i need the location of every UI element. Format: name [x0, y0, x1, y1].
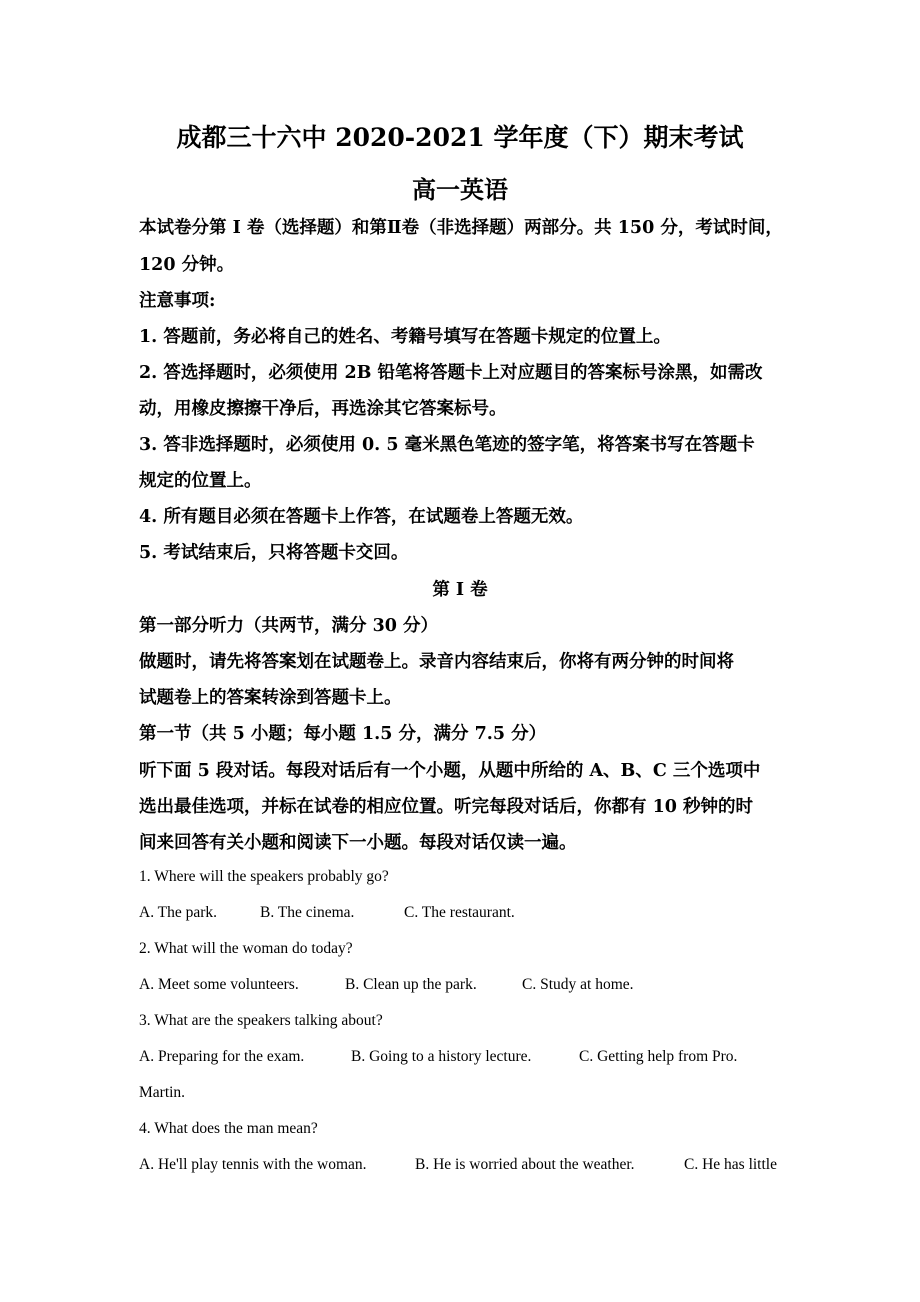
question-1: 1. Where will the speakers probably go? [139, 868, 389, 885]
note-3-line-2: 规定的位置上。 [139, 471, 262, 491]
question-3-option-c: C. Getting help from Pro. [579, 1048, 738, 1065]
question-1-option-a: A. The park. [139, 904, 218, 921]
question-1-option-b: B. The cinema. [260, 904, 355, 921]
notes-heading: 注意事项: [139, 291, 216, 311]
exam-title: 成都三十六中 2020-2021 学年度（下）期末考试 [176, 123, 744, 152]
section1-instruction-3: 间来回答有关小题和阅读下一小题。每段对话仅读一遍。 [139, 833, 577, 853]
note-2-line-1: 2. 答选择题时，必须使用 2B 铅笔将答题卡上对应题目的答案标号涂黑，如需改 [139, 363, 763, 383]
exam-subtitle: 高一英语 [412, 175, 508, 204]
intro-line-2: 120 分钟。 [139, 255, 235, 275]
question-4: 4. What does the man mean? [139, 1120, 318, 1137]
question-2-option-c: C. Study at home. [522, 976, 634, 993]
question-2-option-a: A. Meet some volunteers. [139, 976, 299, 993]
note-1: 1. 答题前，务必将自己的姓名、考籍号填写在答题卡规定的位置上。 [139, 327, 671, 347]
question-4-option-c: C. He has little [684, 1156, 777, 1173]
note-2-line-2: 动，用橡皮擦擦干净后，再选涂其它答案标号。 [139, 399, 507, 419]
question-3-option-a: A. Preparing for the exam. [139, 1048, 305, 1065]
intro-line-1: 本试卷分第 I 卷（选择题）和第Ⅱ卷（非选择题）两部分。共 150 分，考试时间， [139, 218, 783, 238]
question-3: 3. What are the speakers talking about? [139, 1012, 383, 1029]
note-3-line-1: 3. 答非选择题时，必须使用 0. 5 毫米黑色笔迹的签字笔，将答案书写在答题卡 [139, 435, 755, 455]
question-4-option-a: A. He'll play tennis with the woman. [139, 1156, 367, 1173]
note-4: 4. 所有题目必须在答题卡上作答，在试题卷上答题无效。 [139, 507, 584, 527]
section1-instruction-1: 听下面 5 段对话。每段对话后有一个小题，从题中所给的 A、B、C 三个选项中 [139, 761, 761, 781]
question-3-option-b: B. Going to a history lecture. [351, 1048, 532, 1065]
volume-heading: 第 I 卷 [432, 580, 488, 600]
part1-instruction-2: 试题卷上的答案转涂到答题卡上。 [139, 688, 402, 708]
question-1-option-c: C. The restaurant. [404, 904, 515, 921]
section1-heading: 第一节（共 5 小题；每小题 1.5 分，满分 7.5 分） [139, 724, 547, 744]
part1-instruction-1: 做题时，请先将答案划在试题卷上。录音内容结束后，你将有两分钟的时间将 [139, 652, 734, 672]
section1-instruction-2: 选出最佳选项，并标在试卷的相应位置。听完每段对话后，你都有 10 秒钟的时 [139, 797, 754, 817]
question-3-option-c-continued: Martin. [139, 1084, 186, 1101]
question-2-option-b: B. Clean up the park. [345, 976, 477, 993]
question-4-option-b: B. He is worried about the weather. [415, 1156, 635, 1173]
part1-heading: 第一部分听力（共两节，满分 30 分） [139, 616, 439, 636]
question-2: 2. What will the woman do today? [139, 940, 353, 957]
note-5: 5. 考试结束后，只将答题卡交回。 [139, 543, 409, 563]
